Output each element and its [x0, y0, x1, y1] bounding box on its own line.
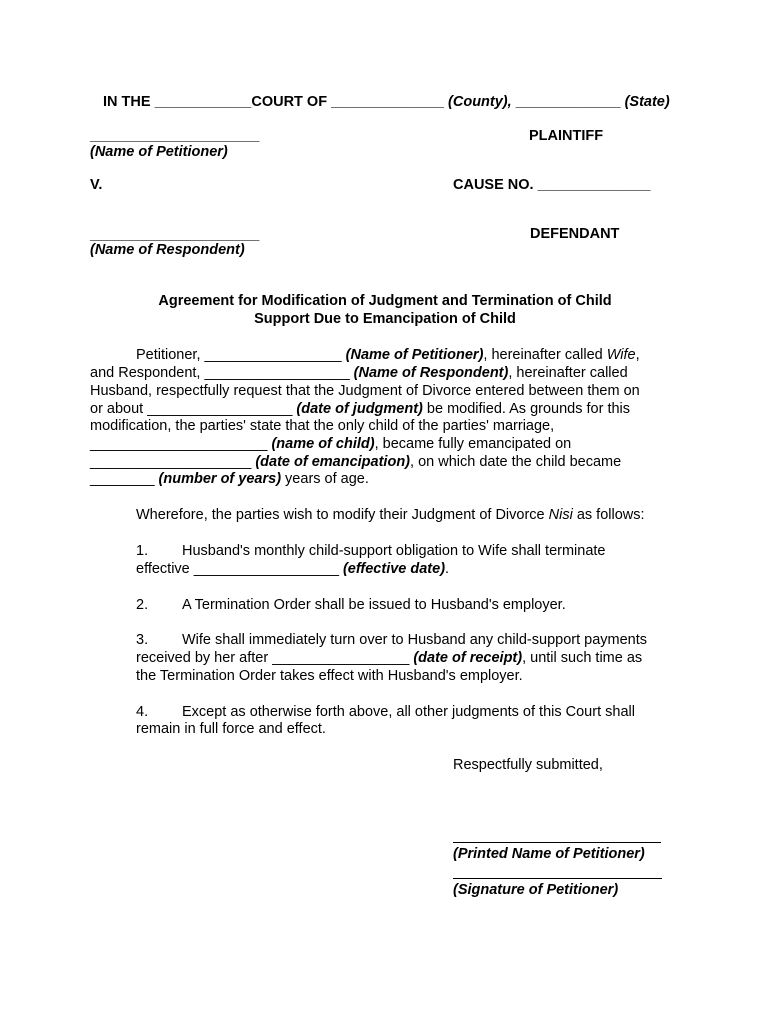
court-caption-line [103, 93, 670, 111]
wherefore-text: Wherefore, the parties wish to modify their Judgment of Divorce [136, 507, 549, 523]
cause-number-blank: ______________ [537, 177, 651, 193]
term-text: Wife shall immediately turn over to Husband any child-support payments [182, 632, 648, 648]
recital-line: Husband, respectfully request that the Judgment of Divorce entered between them on [90, 383, 640, 399]
recital-line [136, 346, 640, 364]
closing-text: Respectfully submitted, [453, 757, 603, 773]
term-text-part: , until such time as [522, 650, 643, 666]
recital-text: , on which date the child became [410, 454, 622, 470]
term-text [136, 560, 449, 578]
recital-text: ________ [90, 471, 159, 487]
recital-line [90, 470, 369, 488]
defendant-label: DEFENDANT [530, 226, 620, 242]
term-text: the Termination Order takes effect with Husband's employer. [136, 668, 523, 684]
date-of-judgment-field-label: (date of judgment) [296, 401, 423, 417]
cause-number-label: CAUSE NO. [453, 177, 534, 193]
signature-label: (Signature of Petitioner) [453, 882, 619, 898]
term-text-part: received by her after _________________ [136, 650, 414, 666]
wherefore-clause [136, 506, 645, 524]
in-the-text: IN THE [103, 94, 151, 110]
cause-number-line [453, 176, 651, 194]
term-text: Except as otherwise forth above, all other judgments of this Court shall [182, 704, 635, 720]
court-of-text: COURT OF [251, 94, 328, 110]
recital-line [90, 400, 630, 418]
term-number: 4. [136, 704, 149, 720]
term-number: 3. [136, 632, 149, 648]
state-blank: _____________ [515, 94, 621, 110]
recital-text: , [635, 347, 640, 363]
document-title-line-1: Agreement for Modification of Judgment and Termination of Child [158, 293, 612, 309]
recital-line [90, 453, 621, 471]
state-label: (State) [624, 94, 670, 110]
term-text-part: effective __________________ [136, 561, 343, 577]
recital-text: be modified. As grounds for this [422, 401, 631, 417]
petitioner-name-field-label: (Name of Petitioner) [345, 347, 484, 363]
printed-name-signature-line [453, 842, 661, 843]
term-text: A Termination Order shall be issued to Husband's employer. [182, 597, 566, 613]
signature-line [453, 878, 662, 879]
nisi-term: Nisi [548, 507, 573, 523]
recital-text: , hereinafter called [508, 365, 628, 381]
versus-label: V. [90, 177, 103, 193]
recital-text: ______________________ [90, 436, 272, 452]
respondent-name-label: (Name of Respondent) [90, 242, 245, 258]
term-text: Husband's monthly child-support obligation to Wife shall terminate [182, 543, 606, 559]
term-text: remain in full force and effect. [136, 721, 326, 737]
recital-text: and Respondent, __________________ [90, 365, 354, 381]
recital-text: , became fully emancipated on [374, 436, 572, 452]
term-number: 1. [136, 543, 149, 559]
name-of-child-field-label: (name of child) [271, 436, 375, 452]
recital-text: , hereinafter called [483, 347, 607, 363]
recital-line [90, 435, 571, 453]
term-text-part: . [445, 561, 450, 577]
term-number: 2. [136, 597, 149, 613]
effective-date-field-label: (effective date) [342, 561, 446, 577]
county-label: (County), [448, 94, 512, 110]
plaintiff-label: PLAINTIFF [529, 128, 604, 144]
petitioner-name-label: (Name of Petitioner) [90, 144, 228, 160]
petitioner-name-blank: _____________________ [90, 128, 260, 144]
term-text [136, 649, 642, 667]
court-blank: ______________ [331, 94, 444, 110]
respondent-name-blank: _____________________ [90, 227, 260, 243]
recital-line [90, 364, 628, 382]
recital-text: years of age. [281, 471, 369, 487]
number-of-years-field-label: (number of years) [158, 471, 282, 487]
recital-text: ____________________ [90, 454, 256, 470]
recital-text: or about __________________ [90, 401, 297, 417]
date-of-emancipation-field-label: (date of emancipation) [255, 454, 411, 470]
recital-text: Petitioner, _________________ [136, 347, 346, 363]
document-title-line-2: Support Due to Emancipation of Child [254, 311, 516, 327]
wife-term: Wife [606, 347, 636, 363]
printed-name-label: (Printed Name of Petitioner) [453, 846, 645, 862]
recital-line: modification, the parties' state that the only child of the parties' marriage, [90, 418, 555, 434]
respondent-name-field-label: (Name of Respondent) [353, 365, 509, 381]
wherefore-text: as follows: [572, 507, 645, 523]
date-of-receipt-field-label: (date of receipt) [413, 650, 523, 666]
court-name-blank: ____________ [154, 94, 252, 110]
